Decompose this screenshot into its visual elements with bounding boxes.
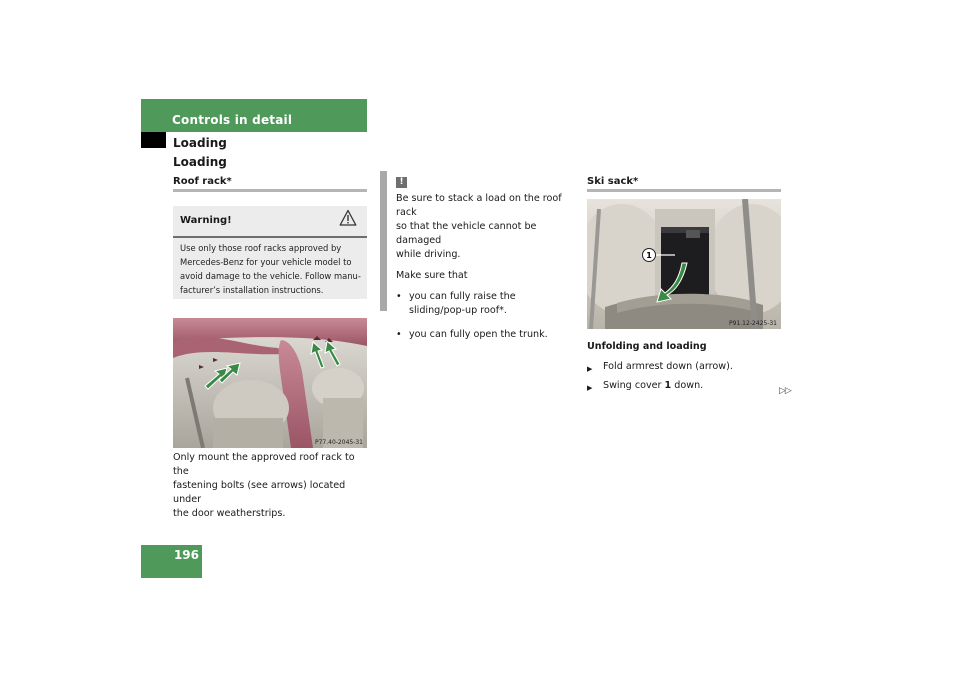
notice-intro: Make sure that	[396, 270, 468, 281]
section-rule	[587, 189, 781, 192]
notice-side-bar	[380, 171, 387, 311]
ski-sack-photo	[587, 199, 781, 329]
section-tab-marker	[141, 132, 166, 148]
warning-triangle-icon	[339, 209, 357, 227]
warning-text: Use only those roof racks approved by Mercedes-Benz for your vehicle model to avoid damage to the vehicle. Follow manu- facturer’s installation instructions.	[180, 243, 361, 295]
notice-text: Be sure to stack a load on the roof rack so that the vehicle cannot be damaged while driving. Make sure that • you can fully raise the sliding/pop-up roof*. • you can fully open the trunk.	[396, 192, 580, 352]
callout-number: 1	[646, 251, 652, 260]
roof-rack-caption: Only mount the approved roof rack to the fastening bolts (see arrows) located under the door weatherstrips.	[173, 452, 355, 519]
section-title: Controls in detail	[172, 113, 293, 127]
ski-sack-title: Ski sack*	[587, 176, 639, 187]
page-subtitle: Loading	[173, 136, 227, 150]
exclamation-icon: !	[396, 177, 407, 188]
continue-arrows-icon: ▷▷	[779, 386, 791, 396]
ski-sack-subtitle: Unfolding and loading	[587, 341, 707, 352]
page-heading: Loading	[173, 155, 227, 169]
warning-rule	[173, 236, 367, 238]
callout-reference: 1	[664, 380, 672, 391]
section-rule	[173, 189, 367, 192]
roof-rack-image-code: P77.40-2045-31	[314, 439, 363, 446]
list-item: • you can fully open the trunk.	[396, 329, 548, 340]
notice-bullet-list	[396, 290, 580, 342]
ski-sack-image-code: P91.12-2425-31	[728, 320, 777, 327]
list-item: ▶ Fold armrest down (arrow).	[587, 361, 733, 373]
page-number: 196	[173, 548, 199, 562]
ski-sack-steps	[587, 360, 781, 403]
list-item: • you can fully raise the sliding/pop-up roof*.	[396, 291, 516, 316]
roof-rack-title: Roof rack*	[173, 176, 232, 187]
warning-title: Warning!	[180, 215, 232, 226]
roof-rack-photo	[173, 318, 367, 448]
list-item: ▶ Swing cover 1 down.	[587, 380, 704, 392]
